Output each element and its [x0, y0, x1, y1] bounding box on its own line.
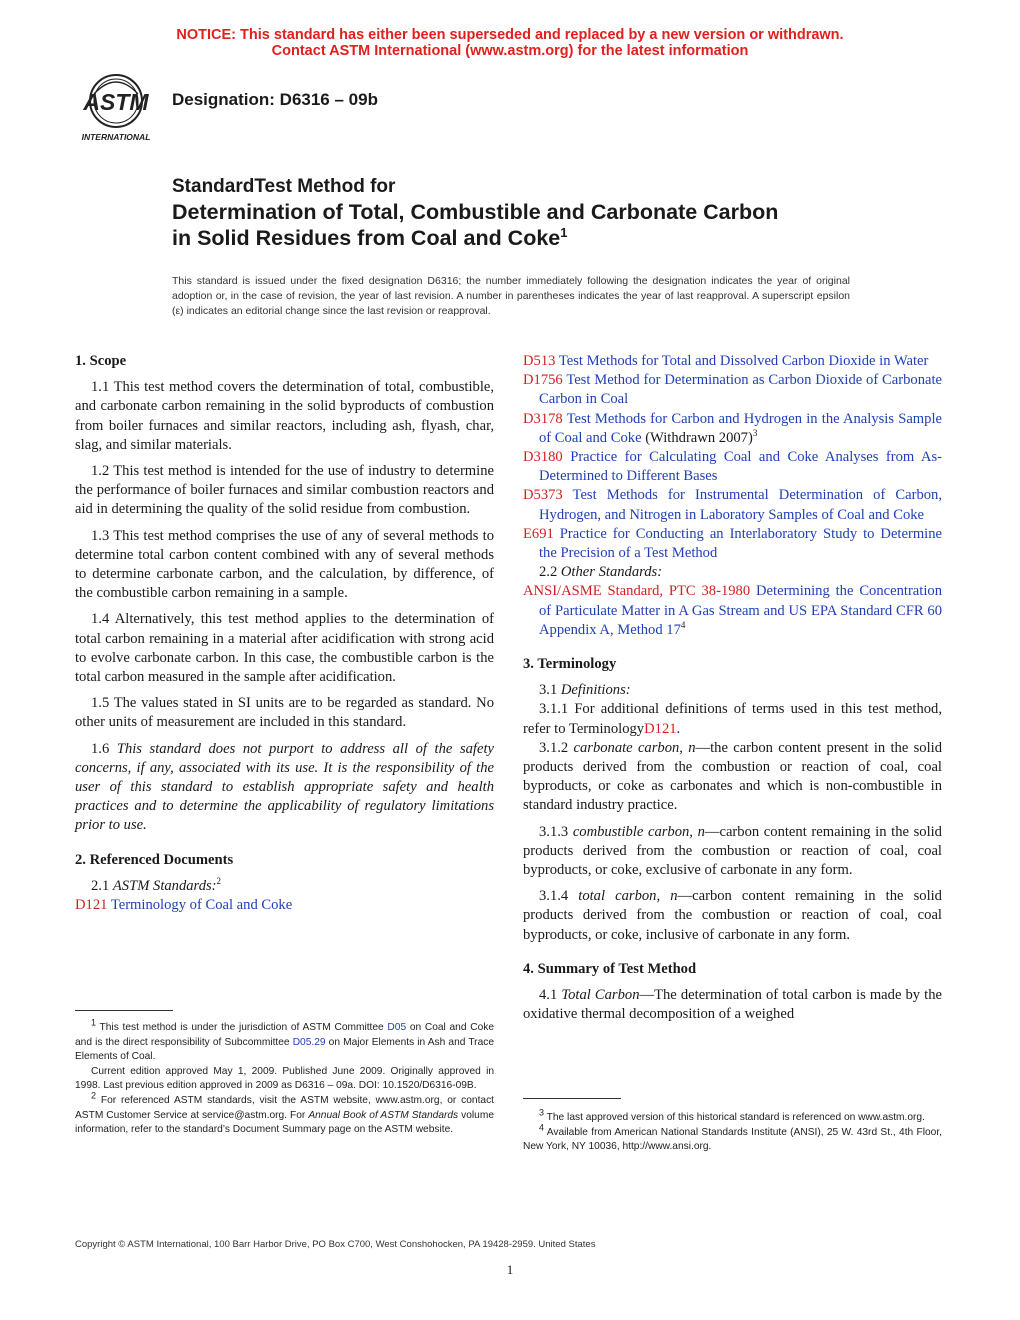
supersede-notice: [0, 27, 1020, 59]
para-3-1-2-num: 3.1.2: [539, 739, 574, 756]
reference-item: [523, 371, 942, 409]
reference-item: [523, 486, 942, 524]
para-3-1-2-term: carbonate carbon, n: [573, 739, 696, 756]
para-3-1-num: 3.1: [539, 682, 561, 699]
footnote-1-mark: 1: [91, 1017, 97, 1028]
ref-d121: [75, 896, 494, 915]
document-title: [172, 175, 932, 251]
reference-item: [523, 525, 942, 563]
ref-ansi-title-link[interactable]: Determining the Concentration of Particulate Matter in A Gas Stream and US EPA Standard CFR 60 Appendix A, Method 17: [539, 583, 942, 638]
reference-title-link[interactable]: Test Methods for Carbon and Hydrogen in the Analysis Sample of Coal and Coke: [539, 410, 942, 446]
para-1-3: 1.3 This test method comprises the use of any of several methods to determine total carbon content combined with any of several methods to determine carbonate carbon, and the calculation, by difference, of the combustible carbon remaining in a sample.: [75, 527, 494, 602]
reference-title-link[interactable]: Practice for Calculating Coal and Coke Analyses from As-Determined to Different Bases: [539, 449, 942, 485]
section-4-heading: 4. Summary of Test Method: [523, 960, 697, 977]
footnote-3-text: The last approved version of this historical standard is referenced on www.astm.org.: [546, 1112, 925, 1123]
para-3-1: [523, 681, 942, 700]
reference-item: [523, 410, 942, 448]
para-3-1-2-text: —the carbon content present in the solid products derived from the combustion or reaction of coal, coal byproducts, or coke as carbonates and which is non-combustible in standard industry practice.: [523, 739, 942, 814]
page-number: 1: [506, 1262, 514, 1277]
terminology-d121-link[interactable]: D121: [644, 720, 677, 737]
reference-title-link[interactable]: Practice for Conducting an Interlaboratory Study to Determine the Precision of a Test Method: [539, 525, 943, 562]
reference-title-link[interactable]: Test Methods for Instrumental Determination of Carbon, Hydrogen, and Nitrogen in Laboratory Samples of Coal and Coke: [539, 487, 942, 523]
title-line-3-text: in Solid Residues from Coal and Coke: [172, 226, 561, 250]
astm-logo: [68, 72, 164, 144]
footnote-1-edition: Current edition approved May 1, 2009. Published June 2009. Originally approved in 1998. Last previous edition approved in 2009 as D6316 – 09a. DOI: 10.1520/D6316-09B.: [75, 1065, 494, 1092]
title-line-3: [172, 225, 932, 251]
reference-item: [523, 352, 942, 371]
notice-line-2: Contact ASTM International (www.astm.org) for the latest information: [271, 43, 749, 59]
reference-item: [523, 448, 942, 486]
title-line-2: Determination of Total, Combustible and Carbonate Carbon: [172, 200, 779, 224]
ref-ansi: [523, 582, 942, 640]
para-2-2-num: 2.2: [539, 564, 561, 581]
para-3-1-3-num: 3.1.3: [539, 823, 573, 840]
footnote-4: [523, 1122, 942, 1155]
footnote-2-text-a: For referenced ASTM standards, visit the ASTM website, www.astm.org, or contact ASTM Customer Service at service@astm.org. For: [75, 1094, 494, 1121]
para-1-6-num: 1.6: [91, 740, 117, 757]
para-3-1-1: 3.1.1 For additional definitions of terms used in this test method, refer to TerminologyD121.: [523, 701, 942, 737]
footnotes-right: [523, 1107, 942, 1155]
astm-reference-list: [523, 352, 942, 563]
ref-ansi-code-link[interactable]: ANSI/ASME Standard, PTC 38-1980: [523, 583, 751, 600]
para-2-1-num: 2.1: [91, 877, 113, 894]
para-3-1-4-text: —carbon content remaining in the solid products derived from the combustion or reaction of coal, coal byproducts, or coke, inclusive of carbonate in any form.: [523, 888, 942, 943]
copyright-line: Copyright © ASTM International, 100 Barr Harbor Drive, PO Box C700, West Conshohocken, PA 19428-2959. United States: [75, 1239, 596, 1250]
reference-code-link[interactable]: D1756: [523, 372, 563, 389]
section-3-heading: 3. Terminology: [523, 656, 617, 673]
footnote-2: [75, 1090, 495, 1138]
footnote-rule-right: [523, 1098, 621, 1099]
footnote-2-italic: Annual Book of ASTM Standards: [308, 1109, 459, 1121]
footnote-1-text-a: This test method is under the jurisdiction of ASTM Committee: [99, 1022, 388, 1033]
para-4-1-term: Total Carbon: [561, 987, 640, 1004]
section-2-heading: 2. Referenced Documents: [75, 851, 234, 868]
reference-code-link[interactable]: D5373: [523, 487, 563, 504]
notice-line-1: NOTICE: This standard has either been superseded and replaced by a new version or withdrawn.: [176, 27, 844, 43]
footnote-2-mark: 2: [91, 1090, 97, 1101]
designation: Designation: D6316 – 09b: [172, 90, 378, 109]
right-column: [523, 352, 942, 1025]
footnote-3-mark: 3: [539, 1107, 545, 1118]
footnote-1-text-c: on Major Elements in Ash and Trace Elements of Coal.: [75, 1036, 494, 1063]
logo-subtext: INTERNATIONAL: [81, 132, 151, 142]
para-1-1: 1.1 This test method covers the determination of total, combustible, and carbonate carbon remaining in the solid byproducts of combustion from boiler furnaces and similar reactors, including ash, flyash, char, slag, and similar materials.: [75, 379, 494, 453]
footnote-rule-left: [75, 1010, 173, 1011]
reference-footnote-mark: 3: [752, 427, 758, 438]
para-1-2: 1.2 This test method is intended for the use of industry to determine the performance of boiler furnaces and similar combustion reactors and aid in determining the quality of the solid residue from combustion.: [75, 463, 494, 518]
footnote-4-text: Available from American National Standards Institute (ANSI), 25 W. 43rd St., 4th Floor, New York, NY 10036, http://www.ansi.org.: [523, 1126, 942, 1153]
para-3-1-2: [523, 739, 942, 816]
para-3-1-3: [523, 823, 942, 881]
para-2-1-text: ASTM Standards:: [112, 877, 217, 894]
para-3-1-4-num: 3.1.4: [539, 888, 579, 905]
para-1-6-text: This standard does not purport to address all of the safety concerns, if any, associated with its use. It is the responsibility of the user of this standard to establish appropriate safety and health practices and to determine the applicability of regulatory limitations prior to use.: [75, 740, 494, 834]
para-4-1-text: —The determination of total carbon is made by the oxidative thermal decomposition of a weighed: [523, 987, 943, 1023]
ref-d121-code-link[interactable]: D121: [75, 897, 108, 914]
para-1-5: 1.5 The values stated in SI units are to be regarded as standard. No other units of measurement are included in this standard.: [75, 695, 494, 731]
issued-note: This standard is issued under the fixed designation D6316; the number immediately following the designation indicates the year of original adoption or, in the case of revision, the year of last revision. A number in parentheses indicates the year of last reapproval. A superscript epsilon (ε) indicates an editorial change since the last revision or reapproval.: [172, 275, 850, 317]
reference-title-link[interactable]: Test Methods for Total and Dissolved Carbon Dioxide in Water: [558, 353, 929, 369]
title-line-1: StandardTest Method for: [172, 176, 396, 197]
logo-text: ASTM: [83, 89, 149, 115]
para-3-1-4-term: total carbon, n: [578, 888, 678, 905]
footnote-2-text-b: volume information, refer to the standard’s Document Summary page on the ASTM website.: [75, 1109, 495, 1136]
para-3-1-3-text: —carbon content remaining in the solid products derived from the combustion or reaction of coal, coal byproducts, or coke, exclusive of carbonate in any form.: [523, 823, 942, 879]
reference-code-link[interactable]: E691: [523, 525, 554, 542]
para-1-6: [75, 740, 494, 836]
ref-d121-title-link[interactable]: Terminology of Coal and Coke: [110, 897, 293, 914]
reference-code-link[interactable]: D513: [523, 353, 556, 369]
para-2-1: [75, 877, 494, 896]
reference-code-link[interactable]: D3180: [523, 449, 563, 466]
footnotes-left: [75, 1017, 495, 1138]
para-3-1-1-text: 3.1.1 For additional definitions of terms used in this test method, refer to Terminology: [523, 701, 942, 737]
para-2-1-sup: 2: [216, 876, 222, 887]
para-1-4: 1.4 Alternatively, this test method applies to the determination of total carbon remaining in a material after acidification with strong acid to evolve carbonate carbon. In this case, the combustible carbon is the total carbon measured in the sample after acidification.: [75, 611, 494, 686]
footnote-1: [75, 1017, 495, 1065]
para-4-1-num: 4.1: [539, 987, 562, 1004]
para-2-2-text: Other Standards:: [560, 564, 663, 581]
title-footnote-mark: 1: [560, 224, 568, 240]
section-1-heading: 1. Scope: [75, 353, 127, 369]
reference-code-link[interactable]: D3178: [523, 410, 563, 427]
para-3-1-4: [523, 887, 942, 945]
reference-withdrawn-note: (Withdrawn 2007): [641, 429, 753, 446]
reference-title-link[interactable]: Test Method for Determination as Carbon Dioxide of Carbonate Carbon in Coal: [539, 372, 943, 408]
ref-ansi-sup: 4: [680, 619, 686, 630]
subcommittee-d05-29-link[interactable]: D05.29: [292, 1036, 326, 1048]
footnote-4-mark: 4: [539, 1122, 545, 1133]
para-3-1-text: Definitions:: [560, 682, 631, 699]
para-4-1: [523, 986, 942, 1024]
para-2-2: [523, 563, 942, 582]
committee-d05-link[interactable]: D05: [387, 1022, 407, 1033]
left-column: [75, 352, 494, 915]
para-3-1-3-term: combustible carbon, n: [572, 823, 705, 840]
footnote-1-text-b: on Coal and Coke and is the direct responsibility of Subcommittee: [75, 1022, 495, 1048]
footnote-3: [523, 1107, 942, 1126]
